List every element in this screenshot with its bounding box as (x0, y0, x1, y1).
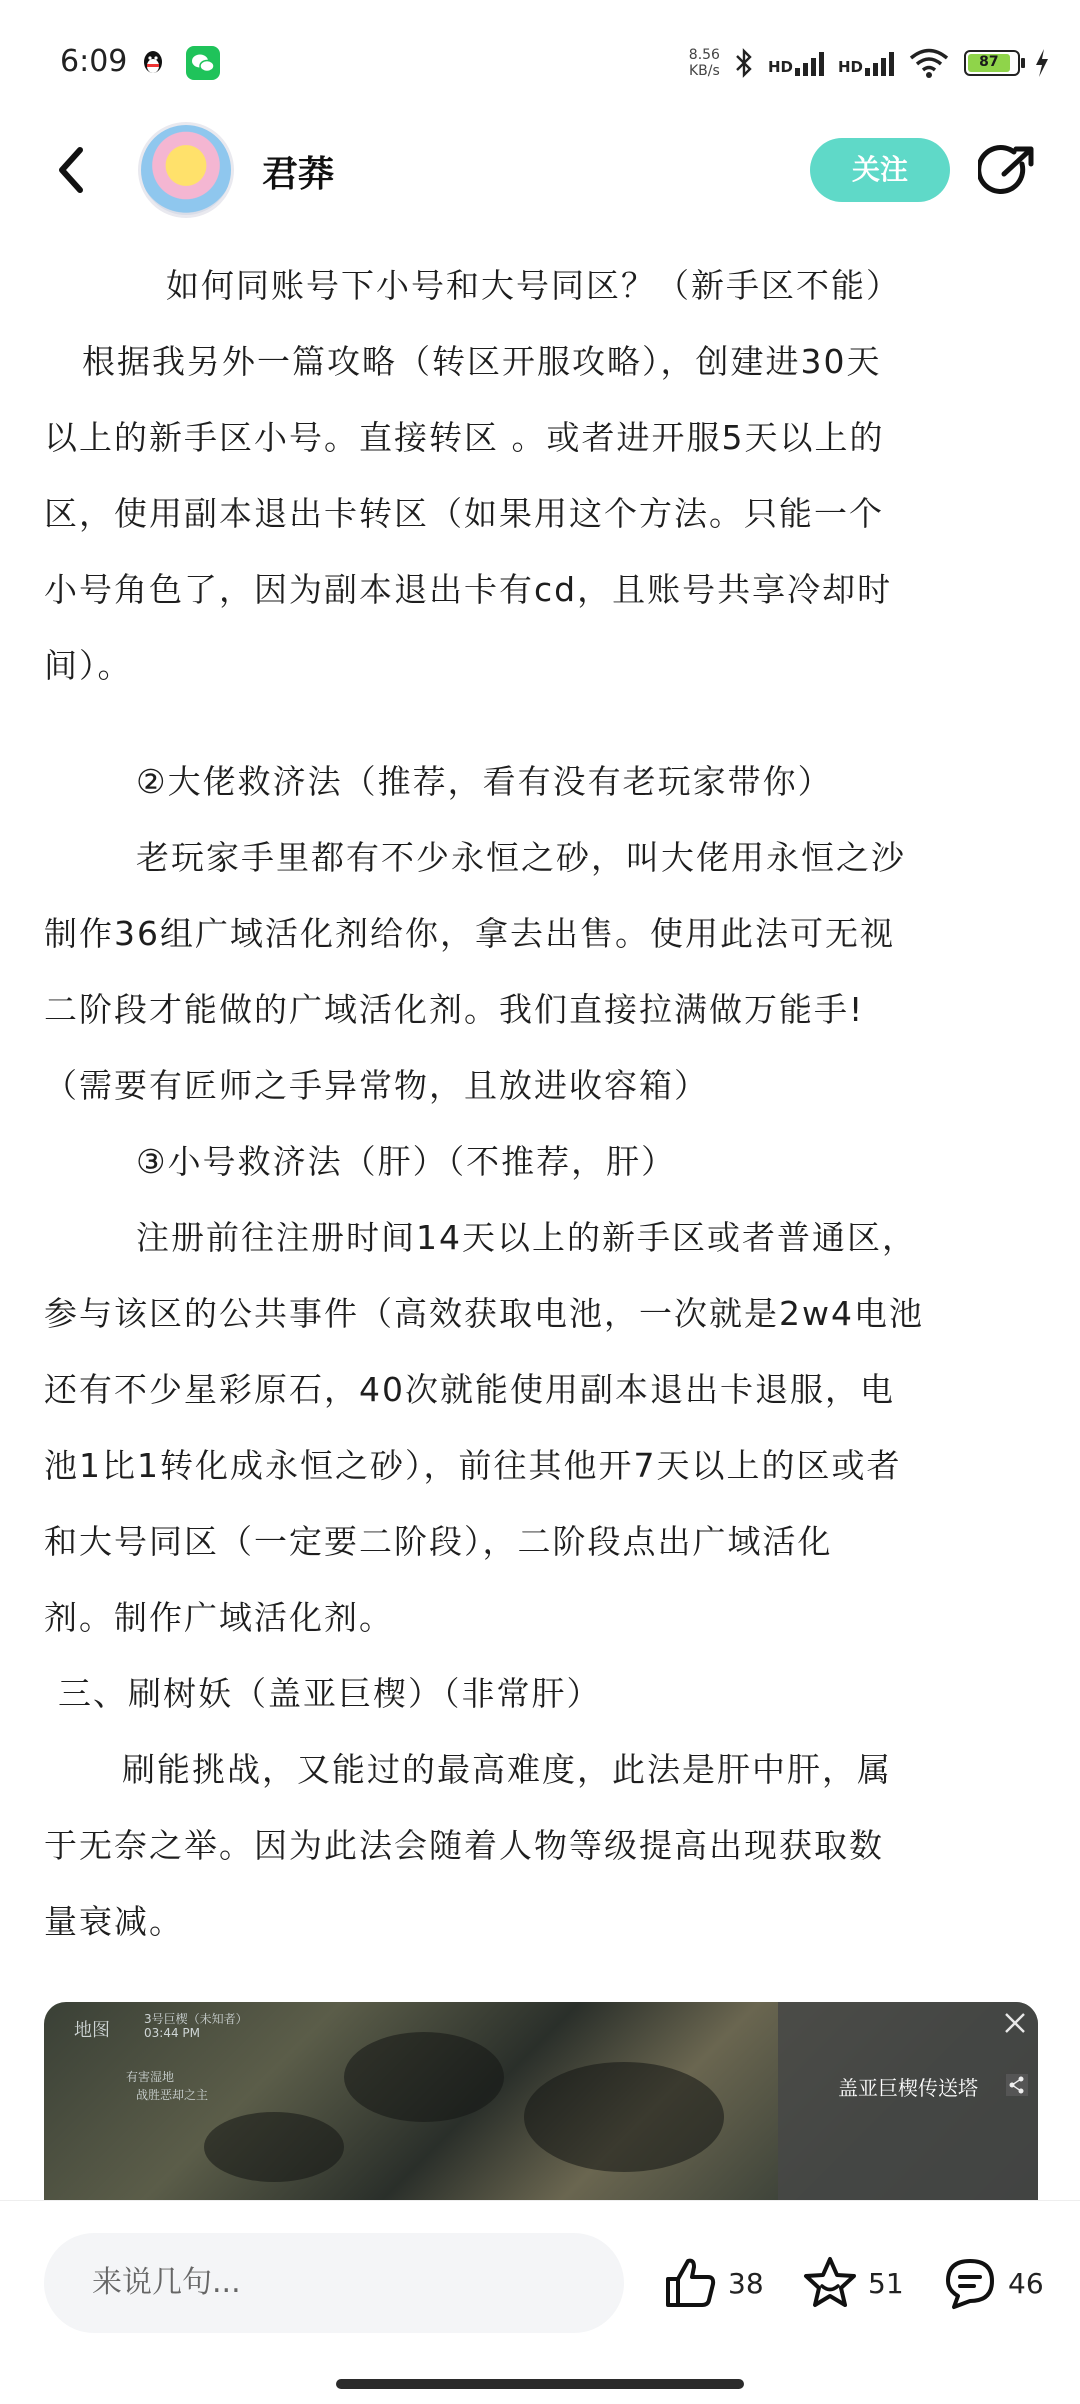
favorite-count: 51 (868, 2266, 904, 2300)
map-terrain (204, 2112, 344, 2182)
signal-icon: HD (768, 50, 824, 76)
follow-button[interactable]: 关注 (810, 138, 950, 202)
signal-icon-2: HD (838, 50, 894, 76)
map-side-panel (778, 2002, 1038, 2200)
battery-icon: 87 (964, 50, 1020, 76)
status-indicators (689, 38, 1050, 88)
post-header (0, 120, 1080, 220)
article-heading: 三、刷树妖（盖亚巨楔）（非常肝） (58, 1674, 602, 1713)
article-heading: ③小号救济法（肝）（不推荐，肝） (136, 1142, 677, 1181)
article-body (44, 248, 1036, 1960)
article-line: 还有不少星彩原石，40次就能使用副本退出卡退服，电 (44, 1370, 895, 1409)
favorite-button[interactable] (800, 2253, 904, 2313)
article-line: （需要有匠师之手异常物，且放进收容箱） (44, 1066, 709, 1105)
article-line: 小号角色了，因为副本退出卡有cd，且账号共享冷却时 (44, 570, 893, 609)
like-button[interactable] (660, 2253, 764, 2313)
wifi-icon (908, 47, 950, 79)
bottom-action-bar (0, 2200, 1080, 2404)
article-line: 如何同账号下小号和大号同区？（新手区不能） (166, 266, 901, 305)
article-line: 老玩家手里都有不少永恒之砂，叫大佬用永恒之沙 (136, 838, 906, 877)
comment-button[interactable] (940, 2253, 1044, 2313)
article-line: 刷能挑战，又能过的最高难度，此法是肝中肝，属 (122, 1750, 892, 1789)
map-terrain (524, 2062, 724, 2172)
qq-icon (136, 46, 170, 80)
article-heading: ②大佬救济法（推荐，看有没有老玩家带你） (136, 762, 833, 801)
home-indicator[interactable] (336, 2379, 744, 2389)
comment-input[interactable]: 来说几句... (44, 2233, 624, 2333)
article-line: 于无奈之举。因为此法会随着人物等级提高出现获取数 (44, 1826, 884, 1865)
map-location: 战胜恶却之主 (136, 2088, 209, 2102)
article-line: 根据我另外一篇攻略（转区开服攻略），创建进30天 (82, 342, 882, 381)
status-time: 6:09 (60, 44, 128, 79)
map-time: 03:44 PM (144, 2026, 200, 2040)
status-bar (0, 0, 1080, 120)
article-line: 以上的新手区小号。直接转区 。或者进开服5天以上的 (44, 418, 885, 457)
map-label: 地图 (74, 2020, 110, 2041)
share-icon (1006, 2074, 1028, 2096)
article-blank-line (44, 704, 1036, 744)
like-count: 38 (728, 2266, 764, 2300)
article-line: 和大号同区（一定要二阶段），二阶段点出广域活化 (44, 1522, 833, 1561)
share-icon (978, 142, 1038, 202)
author-name[interactable]: 君莽 (262, 154, 335, 195)
article-line: 二阶段才能做的广域活化剂。我们直接拉满做万能手! (44, 990, 865, 1029)
article-line: 池1比1转化成永恒之砂），前往其他开7天以上的区或者 (44, 1446, 902, 1485)
close-icon (1002, 2010, 1028, 2036)
map-tower-label: 盖亚巨楔传送塔 (838, 2076, 978, 2100)
wechat-icon (186, 46, 220, 80)
share-button[interactable] (978, 142, 1038, 202)
article-line: 间）。 (44, 646, 133, 685)
comment-icon (940, 2253, 1000, 2313)
thumbs-up-icon (660, 2253, 720, 2313)
bluetooth-icon (734, 47, 754, 79)
map-terrain (344, 2032, 504, 2122)
chevron-left-icon (48, 140, 98, 200)
comment-count: 46 (1008, 2266, 1044, 2300)
star-icon (800, 2253, 860, 2313)
charging-icon (1034, 48, 1050, 78)
article-image-map[interactable] (44, 2002, 1038, 2200)
article-line: 剂。制作广域活化剂。 (44, 1598, 394, 1637)
article-line: 量衰减。 (44, 1902, 184, 1941)
map-subtitle: 3号巨楔（未知者） (144, 2012, 248, 2026)
article-line: 参与该区的公共事件（高效获取电池，一次就是2w4电池 (44, 1294, 924, 1333)
back-button[interactable] (48, 140, 98, 200)
map-location: 有害湿地 (126, 2070, 175, 2084)
article-line: 制作36组广域活化剂给你，拿去出售。使用此法可无视 (44, 914, 895, 953)
article-line: 区，使用副本退出卡转区（如果用这个方法。只能一个 (44, 494, 884, 533)
net-speed: 8.56 KB/s (688, 47, 720, 79)
author-avatar[interactable] (138, 122, 234, 218)
article-line: 注册前往注册时间14天以上的新手区或者普通区， (136, 1218, 917, 1257)
